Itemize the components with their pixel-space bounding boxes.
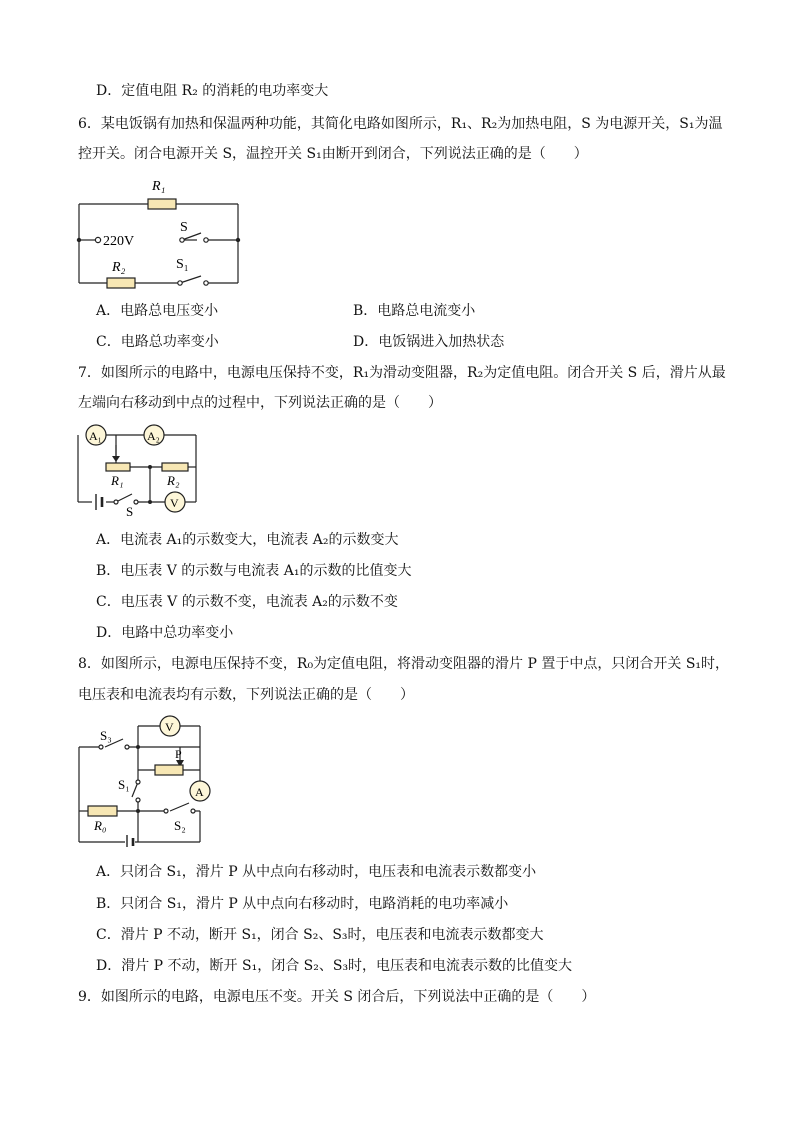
q8-label-s3: S₃ (100, 728, 112, 743)
q8-r0-resistor (88, 806, 117, 816)
q7-label-v: V (170, 496, 179, 510)
q8-option-c: C．滑片 P 不动，断开 S₁，闭合 S₂、S₃时，电压表和电流表示数都变大 (96, 927, 544, 943)
q7-option-c: C．电压表 V 的示数不变，电流表 A₂的示数不变 (96, 594, 398, 610)
q7-label-r2: R₂ (167, 473, 180, 488)
q9-stem-line-1: 9．如图所示的电路，电源电压不变。开关 S 闭合后，下列说法中正确的是（ ） (78, 989, 596, 1005)
q6-label-s: S (180, 220, 188, 235)
q6-r1-resistor (148, 199, 176, 209)
q6-label-r2: R₂ (112, 260, 126, 275)
q8-label-s1: S₁ (118, 777, 130, 792)
q6-r2-resistor (107, 278, 135, 288)
q5-option-d: D．定值电阻 R₂ 的消耗的电功率变大 (96, 83, 329, 99)
q6-stem-line-2: 控开关。闭合电源开关 S，温控开关 S₁由断开到闭合，下列说法正确的是（ ） (78, 146, 588, 162)
q7-label-s: S (126, 504, 134, 518)
q7-option-a: A．电流表 A₁的示数变大，电流表 A₂的示数变大 (96, 532, 399, 548)
q7-option-d: D．电路中总功率变小 (96, 625, 234, 641)
q6-label-s1: S₁ (176, 257, 189, 272)
q8-option-d: D．滑片 P 不动，断开 S₁，闭合 S₂、S₃时，电压表和电流表示数的比值变大 (96, 958, 573, 974)
q8-label-r0: R₀ (94, 818, 107, 833)
q8-label-v: V (165, 720, 174, 734)
q6-option-a: A．电路总电压变小 (96, 303, 219, 319)
q8-label-s2: S₂ (174, 818, 186, 833)
q7-stem-line-1: 7．如图所示的电路中，电源电压保持不变，R₁为滑动变阻器，R₂为定值电阻。闭合开关 S 后，滑片从最 (78, 365, 726, 381)
q6-circuit-diagram (70, 172, 250, 292)
q8-option-b: B．只闭合 S₁，滑片 P 从中点向右移动时，电路消耗的电功率减小 (96, 896, 509, 912)
q6-label-220v: 220V (103, 234, 135, 249)
q6-option-b: B．电路总电流变小 (353, 303, 476, 319)
q6-label-r1: R₁ (152, 179, 166, 194)
q8-circuit-diagram (70, 712, 220, 847)
q6-option-d: D．电饭锅进入加热状态 (353, 334, 505, 350)
q7-stem-line-2: 左端向右移动到中点的过程中，下列说法正确的是（ ） (78, 395, 442, 411)
q6-stem-line-1: 6．某电饭锅有加热和保温两种功能，其简化电路如图所示，R₁、R₂为加热电阻，S 为电源开关，S₁为温 (78, 116, 723, 132)
q7-r2-resistor (162, 463, 188, 471)
q8-label-p: P (175, 747, 182, 761)
q7-circuit-diagram (70, 418, 210, 518)
q7-option-b: B．电压表 V 的示数与电流表 A₁的示数的比值变大 (96, 563, 412, 579)
q7-r1-resistor (106, 463, 130, 471)
q7-label-a1: A₁ (89, 429, 102, 443)
q6-option-c: C．电路总功率变小 (96, 334, 219, 350)
q7-label-r1: R₁ (111, 473, 124, 488)
q8-option-a: A．只闭合 S₁，滑片 P 从中点向右移动时，电压表和电流表示数都变小 (96, 864, 537, 880)
q7-label-a2: A₂ (147, 429, 160, 443)
q8-stem-line-1: 8．如图所示，电源电压保持不变，R₀为定值电阻，将滑动变阻器的滑片 P 置于中点，只闭合开关 S₁时， (78, 656, 730, 672)
q8-label-a: A (195, 785, 204, 799)
q8-rheostat (155, 765, 183, 775)
q8-stem-line-2: 电压表和电流表均有示数，下列说法正确的是（ ） (78, 687, 414, 703)
